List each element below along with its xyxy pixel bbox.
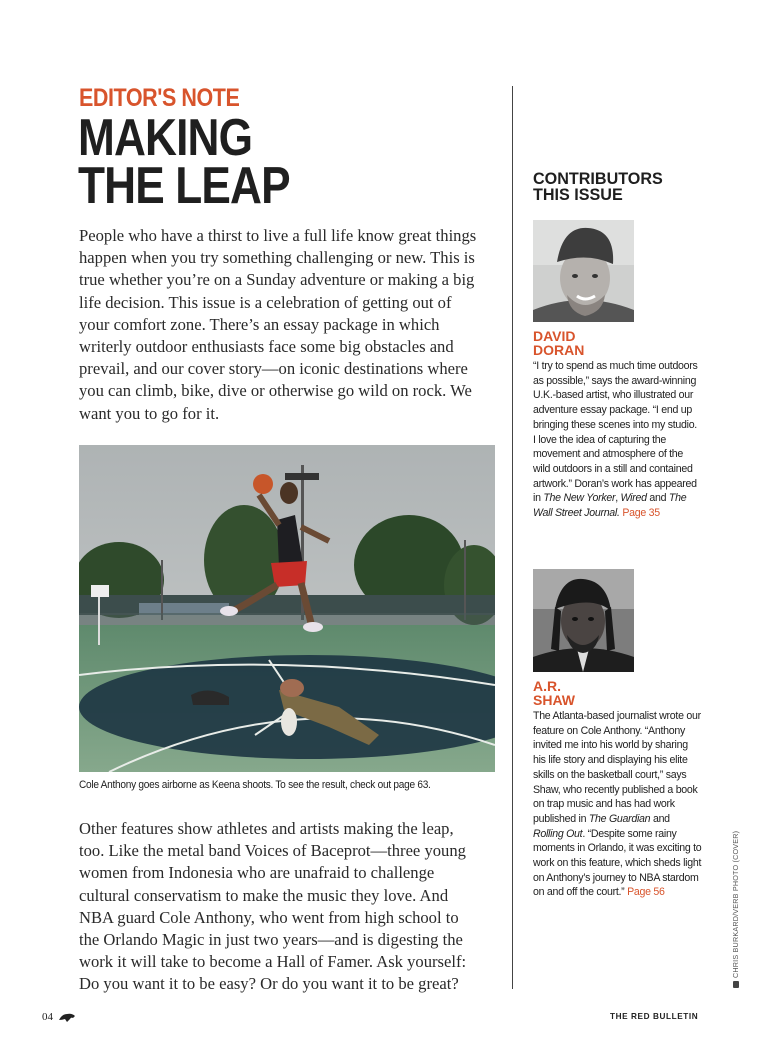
bio-separator: , bbox=[615, 492, 621, 505]
contributor-first-name: DAVID bbox=[533, 328, 576, 344]
contributor-name-1 bbox=[533, 329, 584, 357]
publication-name: The New Yorker bbox=[543, 492, 616, 505]
portrait-ar-shaw bbox=[533, 569, 634, 672]
contributors-title-line-1: CONTRIBUTORS bbox=[533, 169, 663, 188]
camera-icon bbox=[733, 981, 739, 988]
contributor-last-name: DORAN bbox=[533, 342, 585, 358]
photo-credit bbox=[731, 831, 740, 988]
contributor-last-name: SHAW bbox=[533, 692, 575, 708]
photo-credit-text: CHRIS BURKARD/VERB PHOTO (COVER) bbox=[731, 830, 740, 978]
bio-text: The Atlanta-based journalist wrote our feature on Cole Anthony. “Anthony invited me into his world by sharing his life story and displaying his elite skills on the basketball court,” says Shaw, who recently published a book on trap music and has had work published in bbox=[533, 710, 701, 825]
publication-name: Wired bbox=[620, 492, 647, 505]
photo-caption: Cole Anthony goes airborne as Keena shoots. To see the result, check out page 63. bbox=[79, 779, 431, 791]
headline-line-1: MAKING bbox=[78, 109, 253, 167]
bull-logo-icon bbox=[58, 1010, 76, 1028]
portrait-david-doran bbox=[533, 220, 634, 322]
contributor-bio-2 bbox=[533, 709, 702, 900]
outro-paragraph: Other features show athletes and artists making the leap, too. Like the metal band Voices of Baceprot—three young women from Indonesia who are unafraid to challenge cultural conservatism to make the music they love. And NBA guard Cole Anthony, who went from high school to the Orlando Magic in just two years—and is digesting the work it will take to become a Hall of Famer. Ask yourself: Do you want it to be easy? Or do you want it to be great? bbox=[79, 819, 467, 994]
page-link[interactable]: Page 35 bbox=[622, 507, 660, 520]
bio-text: “I try to spend as much time outdoors as possible,” says the award-winning U.K.-based artist, who illustrated our adventure essay package. “I end up bringing these scenes into my studio. I love the idea of capturing the movement and atmosphere of the wild outdoors in a still and contained artwork.” Doran’s work has appeared in bbox=[533, 360, 698, 505]
column-divider bbox=[512, 86, 513, 989]
contributors-title-line-2: THIS ISSUE bbox=[533, 185, 623, 204]
page-link[interactable]: Page 56 bbox=[627, 886, 665, 899]
bio-separator: and bbox=[646, 492, 669, 505]
contributors-title bbox=[533, 171, 663, 203]
page-number: 04 bbox=[42, 1011, 53, 1023]
intro-paragraph: People who have a thirst to live a full life know great things happen when you try something challenging or new. This is true whether you’re on a Sunday adventure or making a big life decision. This issue is a celebration of getting out of your comfort zone. There’s an essay package in which writerly outdoor enthusiasts face some big obstacles and prevail, and our cover story—on iconic destinations where you can climb, bike, dive or otherwise go wild on rock. We want you to go for it. bbox=[79, 226, 477, 423]
page-title bbox=[78, 109, 299, 215]
publication-name-footer: THE RED BULLETIN bbox=[610, 1012, 699, 1021]
contributor-first-name: A.R. bbox=[533, 678, 561, 694]
publication-name: The Wall Street Journal bbox=[533, 492, 687, 520]
contributor-name-2 bbox=[533, 679, 575, 707]
headline-line-2: THE LEAP bbox=[78, 157, 290, 215]
feature-photo bbox=[79, 445, 495, 772]
publication-name: Rolling Out bbox=[533, 827, 583, 840]
contributor-bio-1 bbox=[533, 359, 700, 521]
publication-name: The Guardian bbox=[588, 812, 651, 825]
bio-text: . “Despite some rainy moments in Orlando, it was exciting to work on this feature, which sheds light on Anthony’s journey to NBA stardom on and off the court.” bbox=[533, 827, 702, 899]
bio-end: . bbox=[617, 507, 620, 520]
bio-separator: and bbox=[650, 812, 670, 825]
editors-note-kicker: EDITOR'S NOTE bbox=[79, 84, 240, 112]
